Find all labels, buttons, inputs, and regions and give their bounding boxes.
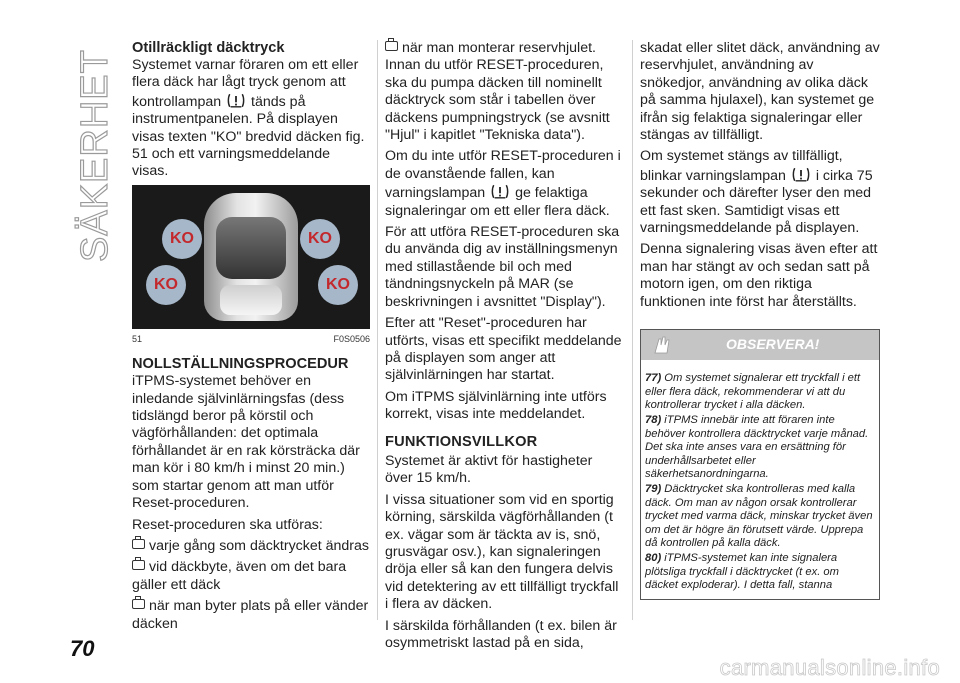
- paragraph: Efter att "Reset"-proceduren har utförts, visas ett specifikt meddelande på displayen som anger att självinlärningen har startat.: [385, 315, 622, 384]
- bullet-icon: [132, 560, 145, 570]
- note-title: OBSERVERA!: [726, 336, 820, 353]
- note-box: [640, 329, 880, 600]
- figure-number: 51: [132, 333, 143, 344]
- bullet-item: varje gång som däcktrycket ändras: [132, 538, 370, 555]
- paragraph: Systemet varnar föraren om ett eller flera däck har lågt tryck genom att kontrollampan tänds på instrumentpanelen. På displayen visas texten "KO" bredvid däcken fig. 51 och ett varningsmeddelande visas.: [132, 57, 365, 180]
- car-roof: [216, 217, 286, 279]
- note-item: 77) Om systemet signalerar ett tryckfall i ett eller flera däck, rekommenderar vi att du kontrollerar trycket i alla däcken.: [645, 372, 861, 411]
- note-item: 80) iTPMS-systemet kan inte signalera plötsliga tryckfall i däcktrycket (t ex. om däcket exploderar). I detta fall, stanna: [645, 552, 839, 592]
- paragraph: I särskilda förhållanden (t ex. bilen är osymmetriskt lastad på en sida,: [385, 617, 617, 651]
- bullet-item: vid däckbyte, även om det bara gäller ett däck: [132, 559, 347, 593]
- watermark: carmanualsonline.info: [719, 655, 940, 680]
- paragraph: Om du inte utför RESET-proceduren i de ovanstående fallen, kan varningslampan ge felaktiga signaleringar om ett eller flera däck.: [385, 148, 621, 219]
- page-number: 70: [70, 636, 95, 661]
- bullet-item: när man monterar reservhjulet. Innan du utför RESET-proceduren, ska du pumpa däcken till nominellt däcktryck som står i tabellen över däckens pumpningstryck (se avsnitt "Hjul" i kapitlet "Tekniska data").: [385, 40, 610, 144]
- paragraph: Om iTPMS självinlärning inte utförs korrekt, visas inte meddelandet.: [385, 388, 607, 423]
- note-header: [641, 330, 879, 360]
- figure-car-ko: [132, 185, 370, 329]
- paragraph: Systemet är aktivt för hastigheter över 15 km/h.: [385, 452, 593, 487]
- ko-badge-front-right: KO: [300, 219, 340, 259]
- ko-badge-rear-left: KO: [146, 265, 186, 305]
- heading-low-pressure: Otillräckligt däcktryck: [132, 40, 285, 56]
- bullet-icon: [385, 41, 398, 51]
- column-3: [640, 40, 880, 600]
- tire-pressure-warning-icon: [227, 92, 245, 109]
- hand-warning-icon: [651, 335, 673, 355]
- ko-badge-front-left: KO: [162, 219, 202, 259]
- paragraph: Om systemet stängs av tillfälligt, blinkar varningslampan i cirka 75 sekunder och därefter lyser den med ett fast sken. Samtidigt visas ett varningsmeddelande på displayen.: [640, 148, 873, 237]
- paragraph: I vissa situationer som vid en sportig körning, särskilda vägförhållanden (t ex. vägar som är täckta av is, snö, grusvägar osv.), kan signaleringen dröja eller så kan den fungera delvis vid detektering av ett tillfälligt tryckfall i flera av däcken.: [385, 491, 619, 613]
- column-2: [385, 40, 623, 656]
- paragraph: Reset-proceduren ska utföras:: [132, 516, 323, 533]
- ko-badge-rear-right: KO: [318, 265, 358, 305]
- column-divider: [632, 40, 633, 620]
- bullet-icon: [132, 539, 145, 549]
- figure-code: F0S0506: [333, 333, 370, 344]
- tire-pressure-warning-icon: [792, 166, 810, 183]
- paragraph: För att utföra RESET-proceduren ska du använda dig av inställningsmenyn med stillastående bil och med tändningsnyckeln på MAR (se beskrivningen i avsnittet "Display").: [385, 224, 620, 310]
- note-item: 79) Däcktrycket ska kontrolleras med kalla däck. Om man av någon orsak kontrollerar trycket med varma däck, minskar trycket även om det är högre än förutsett värde. Upprepa då kontrollen på kalla däck.: [645, 483, 873, 549]
- paragraph: Denna signalering visas även efter att man har stängt av och sedan satt på motorn igen, om den riktiga funktionen inte först har återställts.: [640, 241, 878, 310]
- note-list: [641, 370, 879, 599]
- section-title-sidebar: SÄKERHET: [74, 49, 116, 262]
- figure-caption: [132, 331, 370, 348]
- heading-operating-conditions: FUNKTIONSVILLKOR: [385, 433, 538, 450]
- car-bonnet: [220, 285, 282, 315]
- paragraph: iTPMS-systemet behöver en inledande självinlärningsfas (dess tidslängd beror på körstil och vägförhållanden: det optimala förhållandet är en rak körsträcka där man kör i 80 km/h i minst 20 min.) som startar genom att man utför Reset-proceduren.: [132, 373, 360, 512]
- column-1: [132, 40, 370, 637]
- bullet-icon: [132, 599, 145, 609]
- note-spacer: [641, 360, 879, 370]
- heading-reset-procedure: NOLLSTÄLLNINGSPROCEDUR: [132, 356, 349, 373]
- tire-pressure-warning-icon: [491, 183, 509, 200]
- column-divider: [377, 40, 378, 620]
- bullet-item: när man byter plats på eller vänder däcken: [132, 598, 369, 632]
- paragraph: skadat eller slitet däck, användning av reservhjulet, användning av snökedjor, användning av olika däck på samma hjulaxel), kan systemet ge ifrån sig felaktiga signaleringar eller stängas av tillfälligt.: [640, 40, 880, 144]
- note-item: 78) iTPMS innebär inte att föraren inte behöver kontrollera däcktrycket varje månad. Det ska inte anses vara en ersättning för underhållsarbetet eller säkerhetsanordningarna.: [645, 414, 869, 480]
